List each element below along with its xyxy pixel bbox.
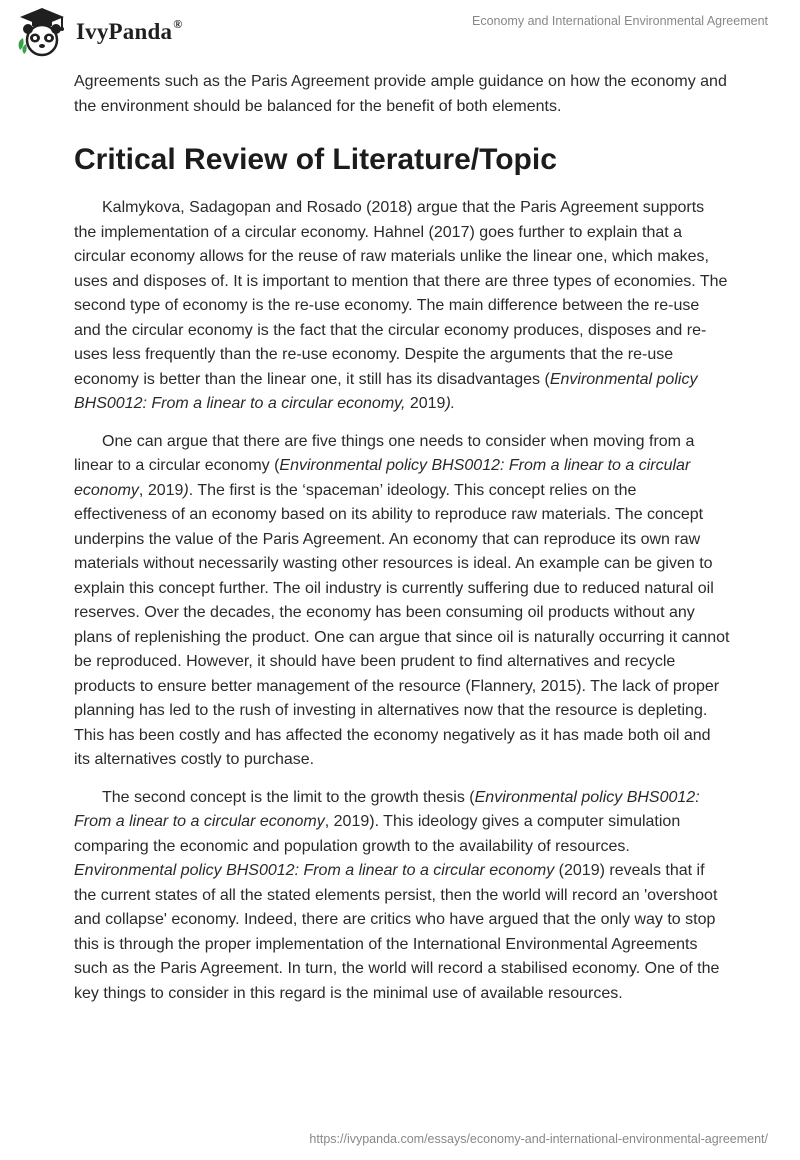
brand-logo[interactable] <box>14 6 182 58</box>
panda-logo-icon <box>14 6 70 58</box>
registered-mark: ® <box>173 17 183 32</box>
section-heading: Critical Review of Literature/Topic <box>74 143 557 176</box>
source-url[interactable]: https://ivypanda.com/essays/economy-and-international-environmental-agreement/ <box>309 1132 768 1146</box>
brand-name: IvyPanda® <box>76 17 183 44</box>
paragraph-1: Kalmykova, Sadagopan and Rosado (2018) argue that the Paris Agreement supports the implementation of a circular economy. Hahnel (2017) goes further to explain that a circular economy allows for the reuse of raw materials unlike the linear one, which makes, uses and disposes of. It is important to mention that there are three types of economies. The second type of economy is the re-use economy. The main difference between the re-use and the circular economy is the fact that the circular economy produces, disposes and re-uses less frequently than the re-use economy. Despite the arguments that the re-use economy is better than the linear one, it still has its disadvantages (Environmental policy BHS0012: From a linear to a circular economy, 2019). <box>74 199 728 412</box>
paragraph-2: One can argue that there are five things one needs to consider when moving from a linear to a circular economy (Environmental policy BHS0012: From a linear to a circular economy, 2019). The first is the ‘spaceman’ ideology. This concept relies on the effectiveness of an economy based on its ability to reproduce raw materials. The concept underpins the value of the Paris Agreement. An economy that can reproduce its own raw materials without necessarily wasting other resources is ideal. An example can be given to explain this concept further. The oil industry is currently suffering due to reduced natural oil reserves. Over the decades, the economy has been consuming oil products without any plans of replenishing the product. One can argue that since oil is naturally occurring it cannot be reproduced. However, it should have been prudent to find alternatives and recycle products to ensure better management of the resource (Flannery, 2015). The lack of proper planning has led to the rush of investing in alternatives now that the resource is depleting. This has been costly and has affected the economy negatively as it has made both oil and its alternatives costly to purchase. <box>74 432 730 768</box>
citation: Environmental policy BHS0012: From a linear to a circular economy <box>74 862 555 879</box>
citation: Environmental policy BHS0012: From a linear to a circular economy <box>74 457 691 499</box>
citation: Environmental policy BHS0012: From a linear to a circular economy, <box>74 370 698 412</box>
paragraph-3: The second concept is the limit to the growth thesis (Environmental policy BHS0012: From a linear to a circular economy, 2019). This ideology gives a computer simulation comparing the economic and population growth to the availability of resources. Environmental policy BHS0012: From a linear to a circular economy (2019) reveals that if the current states of all the stated elements persist, then the world will record an 'overshoot and collapse' economy. Indeed, there are critics who have argued that the only way to stop this is through the proper implementation of the International Environmental Agreements such as the Paris Agreement. In turn, the world will record a stabilised economy. One of the key things to consider in this regard is the minimal use of available resources. <box>74 788 720 1002</box>
essay-content <box>74 70 730 1019</box>
document-title: Economy and International Environmental Agreement <box>471 14 768 28</box>
page-header <box>0 0 800 64</box>
intro-paragraph: Agreements such as the Paris Agreement provide ample guidance on how the economy and the environment should be balanced for the benefit of both elements. <box>74 73 727 115</box>
citation: Environmental policy BHS0012: From a linear to a circular economy <box>74 788 700 830</box>
